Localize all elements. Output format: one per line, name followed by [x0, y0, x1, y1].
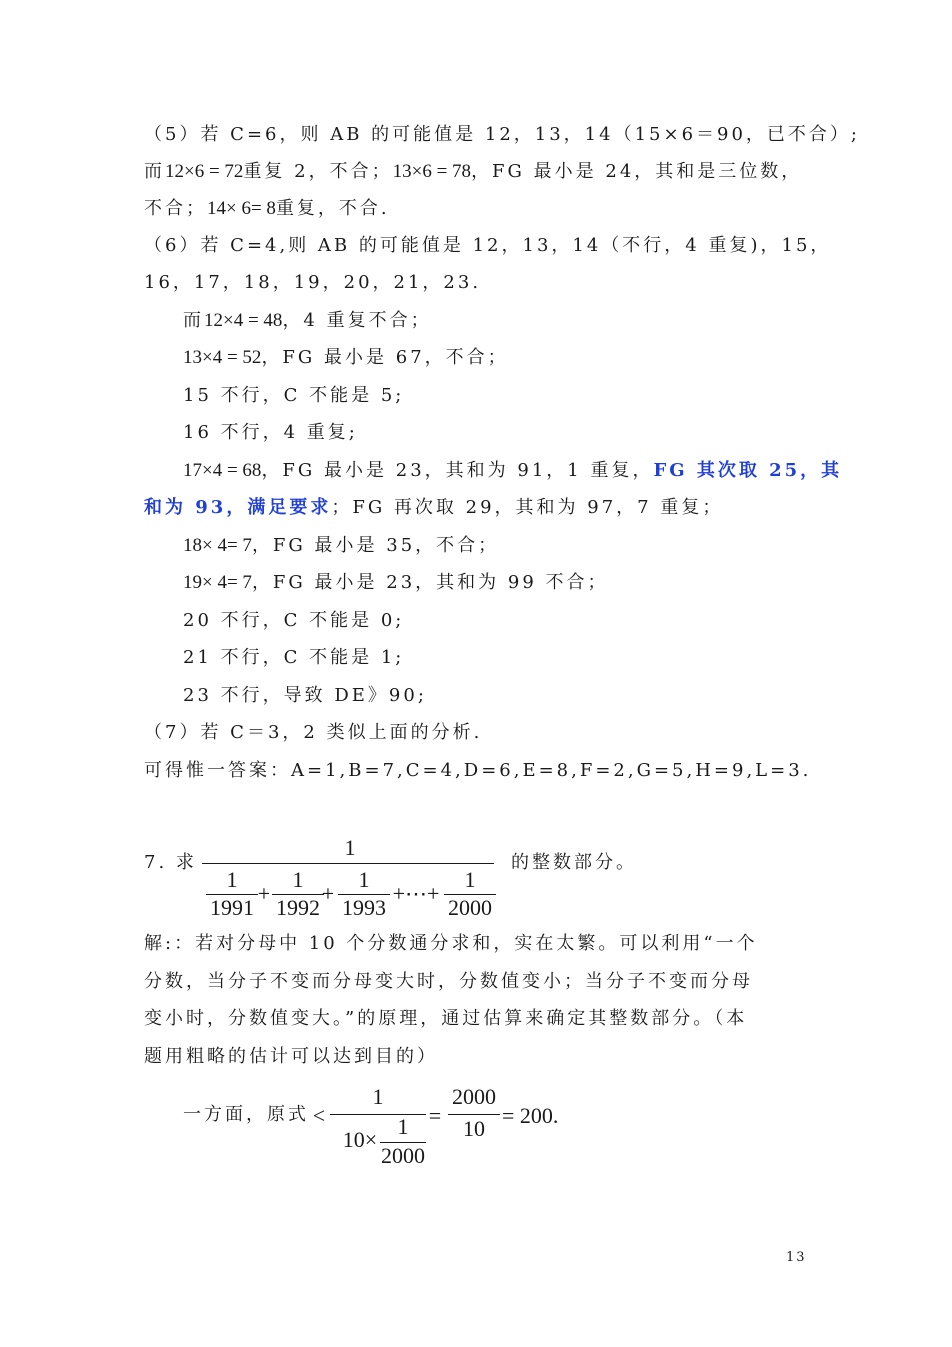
solution-line: 解:：若对分母中 10 个分数通分求和，实在太繁。可以利用“一个: [144, 933, 758, 954]
solution-line: 题用粗略的估计可以达到目的）: [144, 1046, 438, 1067]
fraction-numerator: 2000: [452, 1084, 496, 1109]
fraction-bar: [448, 1114, 500, 1115]
text-line-23: 23 不行，导致 DE》90;: [183, 685, 427, 706]
text-line-case5-end: [144, 197, 814, 221]
solution-line: 变小时，分数值变大。”的原理，通过估算来确定其整数部分。（本: [144, 1008, 748, 1029]
less-than-sign: <: [312, 1103, 326, 1128]
result: = 200.: [502, 1103, 559, 1128]
inner-denominator: 2000: [381, 1143, 425, 1168]
equals-sign: =: [428, 1103, 442, 1128]
text-fragment: 不合；: [144, 198, 207, 219]
text-line-case6-values: 16，17，18，19，20，21，23.: [144, 272, 482, 293]
term-denominator: 1993: [342, 895, 386, 920]
term-denominator: 1992: [276, 895, 320, 920]
text-line-15: 15 不行，C 不能是 5;: [183, 385, 405, 406]
fraction-denominator: 10: [463, 1116, 485, 1141]
text-line-21: 21 不行，C 不能是 1;: [183, 647, 405, 668]
term-denominator: 2000: [448, 895, 492, 920]
estimate-equation: [312, 1084, 562, 1174]
text-line-case5-detail: [144, 160, 814, 184]
text-line-20: 20 不行，C 不能是 0;: [183, 610, 405, 631]
math-expression: 13×4 = 52: [183, 347, 262, 368]
math-expression: 12×6 = 72: [165, 161, 244, 182]
fraction-numerator: 1: [344, 835, 356, 860]
text-fragment: 重复 2，不合；: [243, 161, 393, 182]
problem7-fraction: [200, 835, 500, 925]
math-expression: 17×4 = 68: [183, 460, 262, 481]
ellipsis-sum: +⋯+: [392, 881, 440, 906]
text-fragment: ，FG 最小是 24，其和是三位数，: [471, 161, 803, 182]
text-line-case7: （7）若 C＝3，2 类似上面的分析.: [144, 722, 483, 743]
math-expression: 19× 4= 7: [183, 572, 252, 593]
problem7-suffix: 的整数部分。: [511, 852, 637, 873]
text-line-16: 16 不行，4 重复;: [183, 422, 358, 443]
fraction-numerator: 1: [372, 1084, 384, 1109]
estimate-lead: 一方面，原式: [183, 1104, 309, 1125]
text-line-12x4: [183, 309, 853, 333]
text-fragment: ；FG 再次取 29，其和为 97，7 重复；: [331, 497, 724, 518]
page-number: 13: [786, 1250, 807, 1265]
math-expression: 13×6 = 78: [392, 161, 472, 182]
text-line-18x4: [183, 534, 853, 558]
text-fragment: 而: [183, 310, 204, 331]
text-line-case5: （5）若 C=6，则 AB 的可能值是 12，13，14（15×6＝90，已不合）;: [144, 124, 860, 145]
text-fragment: ，FG 最小是 35，不合；: [251, 535, 500, 556]
text-line-19x4: [183, 571, 853, 595]
text-line-answer: 可得惟一答案：A=1,B=7,C=4,D=6,E=8,F=2,G=5,H=9,L=3.: [144, 760, 812, 781]
text-fragment: ，FG 最小是 23，其和为 91，1 重复，: [261, 460, 654, 481]
text-line-13x4: [183, 346, 853, 370]
text-fragment: ，FG 最小是 23，其和为 99 不合；: [251, 572, 609, 593]
ten-times: 10×: [342, 1127, 378, 1152]
text-fragment: 而: [144, 161, 165, 182]
text-line-case6: （6）若 C=4,则 AB 的可能值是 12，13，14（不行，4 重复)，15，: [144, 235, 832, 256]
text-line-17x4-cont: [144, 496, 814, 520]
highlight-text: FG 其次取 25，其: [653, 460, 843, 481]
fraction-bar: [202, 863, 494, 864]
text-fragment: ，FG 最小是 67，不合；: [261, 347, 509, 368]
highlight-text: 和为 93，满足要求: [144, 497, 332, 518]
term-numerator: 1: [358, 867, 370, 892]
math-expression: 14× 6= 8: [207, 198, 276, 219]
solution-line: 分数，当分子不变而分母变大时，分数值变小；当分子不变而分母: [144, 971, 753, 992]
term-numerator: 1: [464, 867, 476, 892]
term-numerator: 1: [292, 867, 304, 892]
plus-sign: +: [321, 881, 335, 906]
problem7-prefix: 7. 求: [144, 852, 197, 873]
inner-numerator: 1: [397, 1114, 409, 1139]
plus-sign: +: [257, 881, 271, 906]
term-denominator: 1991: [210, 895, 254, 920]
math-expression: 18× 4= 7: [183, 535, 252, 556]
term-numerator: 1: [226, 867, 238, 892]
text-line-17x4: [183, 459, 853, 483]
text-fragment: ，4 重复不合；: [282, 310, 432, 331]
math-expression: 12×4 = 48: [204, 310, 283, 331]
text-fragment: 重复，不合.: [275, 198, 390, 219]
